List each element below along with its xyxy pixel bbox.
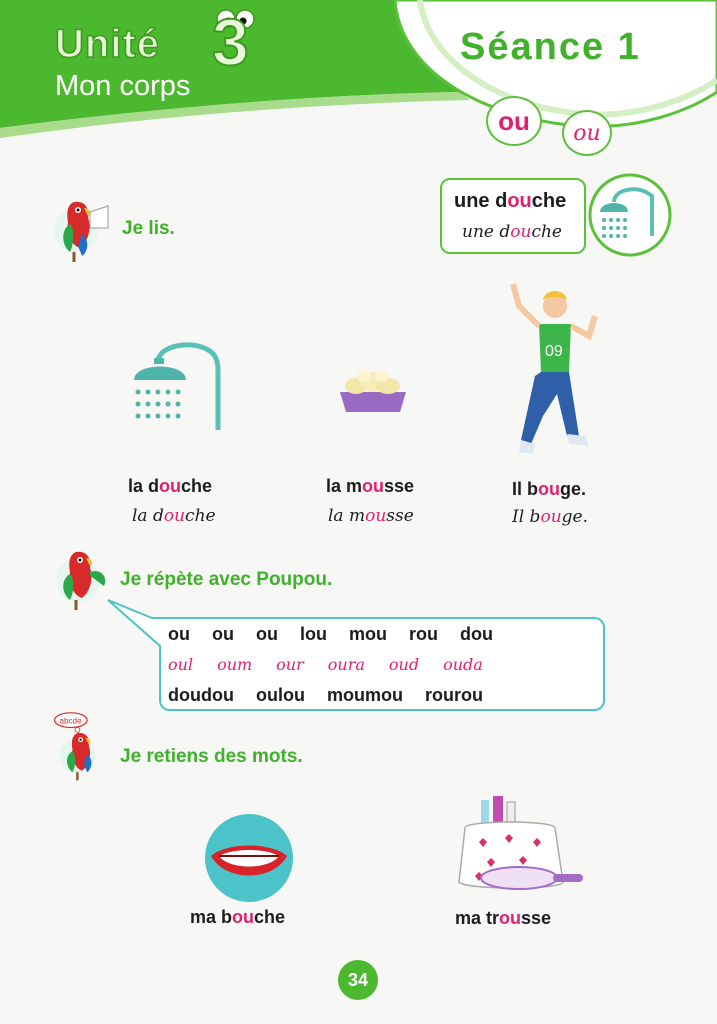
syllable: oura [327,655,365,674]
syllable-row-cursive [168,655,507,674]
syllable: rourou [424,685,483,705]
parrot-reading-icon [52,194,114,264]
syllable: our [276,655,304,674]
sound-print-bubble [486,96,542,146]
foam-bath-icon [334,366,412,416]
session-title: Séance 1 [460,26,641,68]
section-title-read: Je lis. [122,218,175,239]
syllable: dou [460,624,493,644]
parrot-thinking-icon [48,712,110,782]
sound-cursive-text: ou [573,120,601,146]
section-title-remember: Je retiens des mots. [120,746,303,767]
key-word-box [440,178,586,254]
syllable: rou [409,624,438,644]
section-title-repeat: Je répète avec Poupou. [120,569,333,590]
syllable: doudou [168,685,234,705]
parrot-thought-text: abcde [59,716,82,726]
key-word-print: une douche [454,190,567,212]
word-moves-print: Il bouge. [512,479,587,499]
page-number: 34 [338,960,378,1000]
unit-subtitle: Mon corps [55,70,191,102]
sound-cursive-bubble [562,110,612,156]
mouth-icon [203,812,295,904]
syllable-row-print [168,624,515,645]
syllable: oul [168,655,194,674]
shower-icon [586,172,674,258]
unit-number: 3 [212,5,249,79]
word-mouth-print: ma bouche [190,907,286,927]
word-shower-print: la douche [128,476,213,496]
word-moves-cursive: Il bouge. [512,507,588,527]
syllable: mou [349,624,387,644]
shower-illustration-icon [128,340,224,432]
key-word-cursive: une douche [462,222,562,242]
dancing-boy-icon [505,276,605,466]
syllable: ou [168,624,190,644]
word-foam-cursive: la mousse [328,506,414,526]
word-pencil-case-print: ma trousse [455,908,552,928]
syllable: ouda [443,655,483,674]
syllable: moumou [326,685,403,705]
syllable: oum [217,655,253,674]
syllable-row-words [168,685,505,706]
syllable: lou [300,624,327,644]
syllable: ou [256,624,278,644]
syllable: ou [212,624,234,644]
unit-title: Unité [55,22,160,66]
word-foam-print: la mousse [326,476,415,496]
syllable: oud [388,655,420,674]
syllable: oulou [255,685,305,705]
word-shower-cursive: la douche [132,506,216,526]
boy-jersey-number: 09 [545,343,563,360]
sound-print-text: ou [498,105,530,136]
pencil-case-icon [445,790,585,898]
